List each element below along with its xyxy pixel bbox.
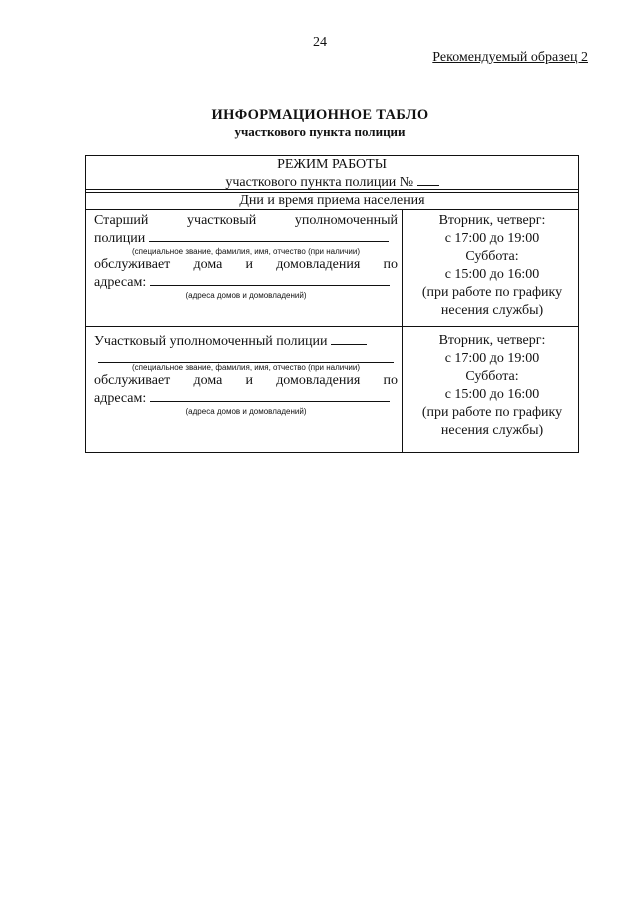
row2-word: обслуживает (94, 373, 171, 388)
row1-officer-title (94, 212, 398, 229)
row2-time2: с 15:00 до 16:00 (444, 387, 540, 402)
row2-days2: Суббота: (465, 369, 519, 384)
row2-word: домовладения (276, 373, 361, 388)
row1-time1: с 17:00 до 19:00 (444, 231, 540, 246)
row1-time2: с 15:00 до 16:00 (444, 267, 540, 282)
row2-addresses-caption: (адреса домов и домовладений) (185, 407, 307, 416)
row2-name-caption: (специальное звание, фамилия, имя, отчество (при наличии) (132, 363, 360, 372)
board-header (86, 156, 578, 190)
header-reception-days: Дни и время приема населения (239, 193, 425, 208)
row2-word-addresses: адресам: (94, 391, 147, 406)
row2-note2: несения службы) (440, 423, 544, 438)
row1-name-blank (149, 229, 389, 242)
row1-police-line (94, 229, 398, 247)
row2-title-blank (331, 332, 367, 345)
row1-addresses-line (94, 273, 398, 291)
row1-schedule-cell (404, 212, 580, 320)
row1-word-police: полиции (94, 231, 146, 246)
row2-word: и (245, 373, 253, 388)
row1-days1: Вторник, четверг: (438, 213, 546, 228)
header-divider-3 (86, 209, 578, 210)
row1-days2: Суббота: (465, 249, 519, 264)
row1-note2: несения службы) (440, 303, 544, 318)
information-board (85, 155, 579, 453)
row1-officer-cell (94, 212, 398, 300)
row2-name-blank (98, 350, 394, 363)
page-number: 24 (313, 35, 327, 50)
row1-name-caption: (специальное звание, фамилия, имя, отчество (при наличии) (132, 247, 360, 256)
row1-serves-line (94, 256, 398, 273)
row2-note1: (при работе по графику (421, 405, 563, 420)
column-divider (402, 210, 403, 452)
row2-schedule-cell (404, 332, 580, 440)
row1-word: дома (193, 257, 223, 272)
row1-word: Старший (94, 213, 149, 228)
header-work-mode: РЕЖИМ РАБОТЫ (277, 157, 387, 172)
row2-word: по (383, 373, 398, 388)
header-divider-1 (86, 189, 578, 190)
row2-officer-cell (94, 332, 398, 416)
row2-title-line (94, 332, 398, 350)
row1-word: домовладения (276, 257, 361, 272)
point-number-blank (417, 173, 439, 186)
row1-word: и (245, 257, 253, 272)
row2-word: дома (193, 373, 223, 388)
row2-time1: с 17:00 до 19:00 (444, 351, 540, 366)
document-subtitle: участкового пункта полиции (234, 124, 406, 139)
row1-word-addresses: адресам: (94, 275, 147, 290)
row1-addresses-blank (150, 273, 390, 286)
document-title: ИНФОРМАЦИОННОЕ ТАБЛО (211, 107, 429, 123)
sample-label: Рекомендуемый образец 2 (432, 50, 588, 65)
row1-word: уполномоченный (294, 213, 398, 228)
row-divider (86, 326, 578, 327)
row1-word: обслуживает (94, 257, 171, 272)
row2-addresses-line (94, 389, 398, 407)
row1-note1: (при работе по графику (421, 285, 563, 300)
row2-addresses-blank (150, 389, 390, 402)
header-police-point-text: участкового пункта полиции № (225, 175, 414, 190)
row2-serves-line (94, 372, 398, 389)
row1-word: участковый (187, 213, 257, 228)
row1-addresses-caption: (адреса домов и домовладений) (185, 291, 307, 300)
row2-officer-title: Участковый уполномоченный полиции (94, 334, 328, 349)
row1-word: по (383, 257, 398, 272)
row2-days1: Вторник, четверг: (438, 333, 546, 348)
